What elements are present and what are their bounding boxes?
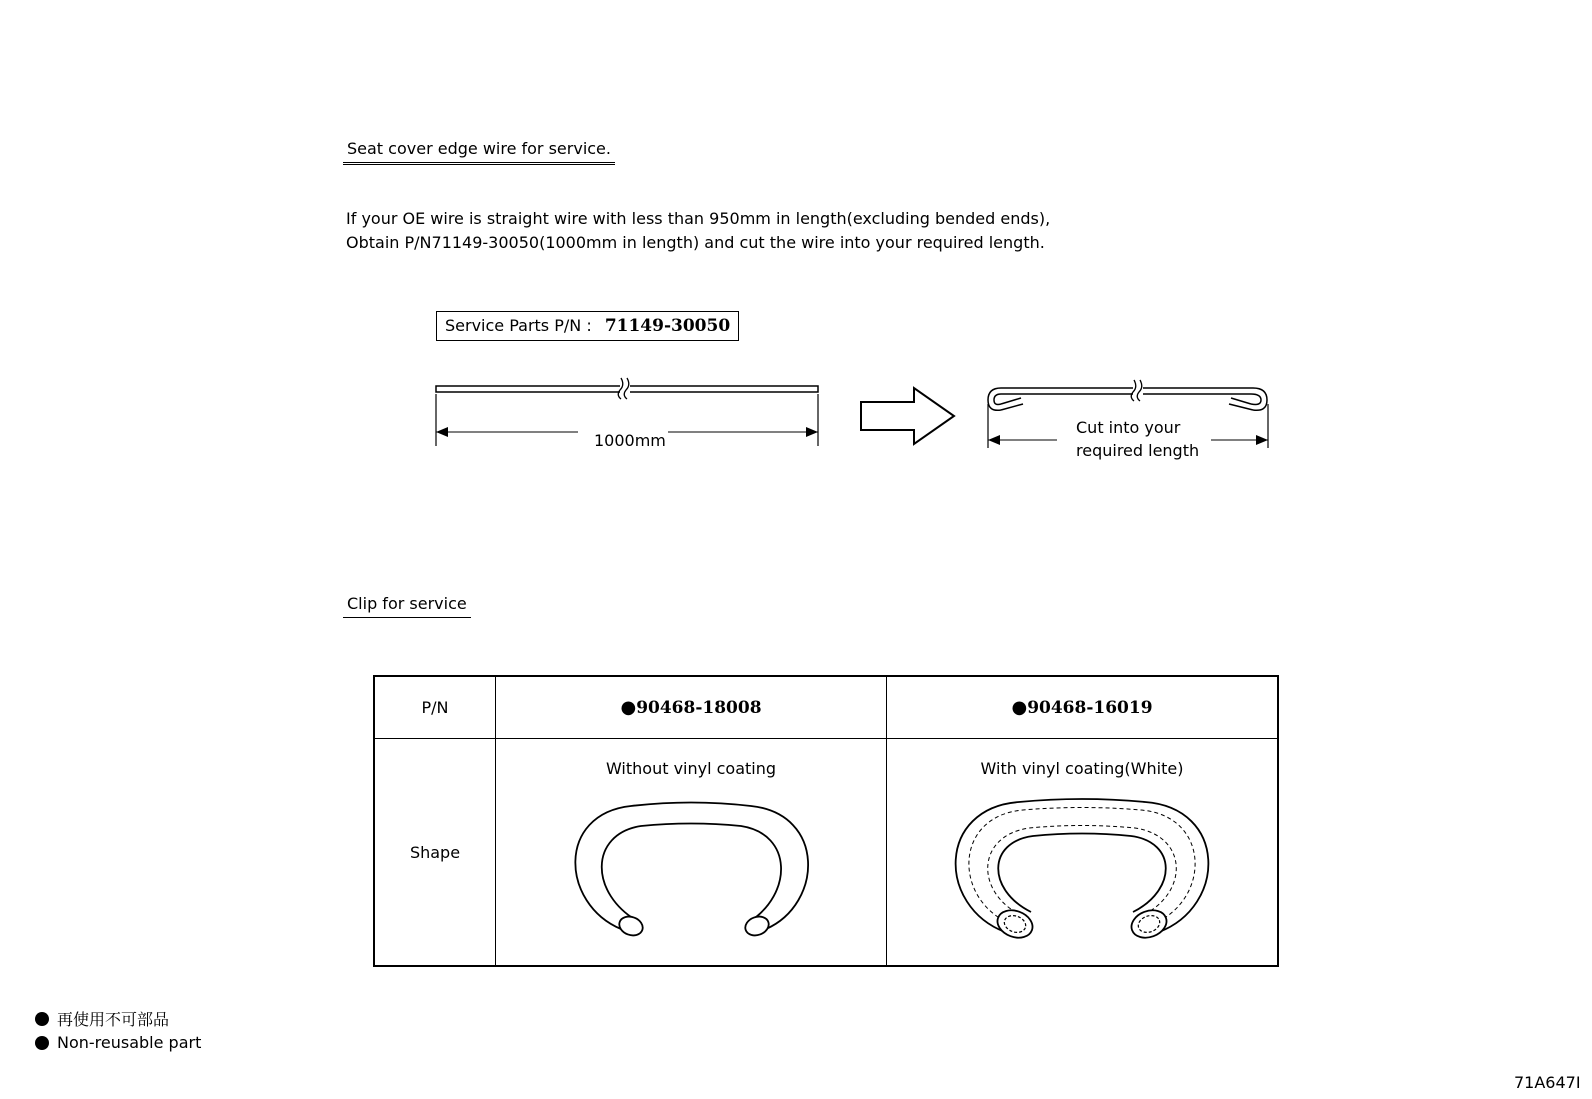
part-number: 90468-18008: [636, 698, 762, 718]
table-row: [374, 739, 1278, 967]
wire-section-heading: Seat cover edge wire for service.: [343, 139, 615, 165]
table-row: [374, 676, 1278, 739]
part-number-cell: [887, 676, 1279, 739]
cut-label-line-1: Cut into your: [1076, 418, 1181, 437]
right-arrow-icon: [858, 385, 958, 447]
coating-description: With vinyl coating(White): [980, 759, 1184, 778]
shape-cell: [496, 739, 887, 967]
break-mark-icon: [1131, 380, 1143, 401]
service-parts-label: Service Parts P/N :: [445, 316, 592, 335]
shape-header: Shape: [374, 739, 496, 967]
non-reusable-bullet-icon: [35, 1036, 49, 1050]
legend-item: [35, 1033, 201, 1052]
clip-uncoated-icon: [561, 794, 821, 944]
instruction-line-1: If your OE wire is straight wire with less than 950mm in length(excluding bended ends),: [346, 209, 1051, 228]
non-reusable-bullet-icon: [35, 1012, 49, 1026]
non-reusable-bullet-icon: ●: [620, 697, 637, 718]
legend-item: [35, 1007, 169, 1030]
non-reusable-bullet-icon: ●: [1011, 697, 1028, 718]
service-parts-number: 71149-30050: [604, 316, 731, 336]
cut-label-line-2: required length: [1076, 441, 1200, 460]
instruction-line-2: Obtain P/N71149-30050(1000mm in length) and cut the wire into your required length.: [346, 233, 1045, 252]
pn-header: P/N: [374, 676, 496, 739]
legend-text-japanese: 再使用不可部品: [57, 1010, 170, 1029]
part-number: 90468-16019: [1027, 698, 1153, 718]
clip-section-heading: Clip for service: [343, 594, 471, 618]
part-number-cell: [496, 676, 887, 739]
length-label: 1000mm: [594, 431, 666, 450]
coating-description: Without vinyl coating: [605, 759, 777, 778]
clip-vinyl-coated-icon: [947, 794, 1217, 944]
legend-text-english: Non-reusable part: [57, 1033, 202, 1052]
service-parts-box: [436, 311, 739, 341]
shape-cell: [887, 739, 1279, 967]
clip-table: [373, 675, 1279, 967]
figure-id: 71A647I: [1514, 1073, 1581, 1092]
